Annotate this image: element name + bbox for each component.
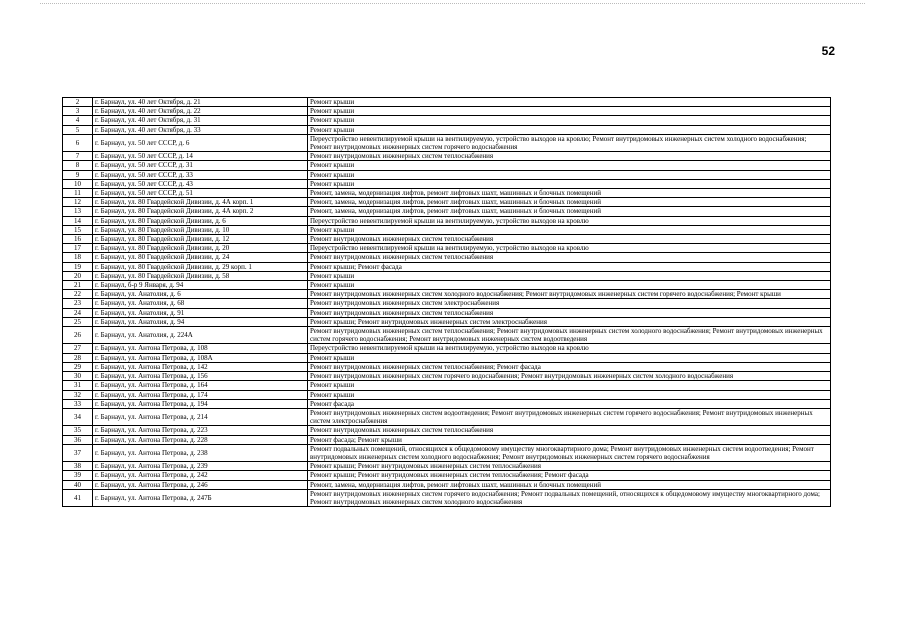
row-work-type: Ремонт крыши — [308, 381, 831, 390]
row-address: г. Барнаул, ул. 40 лет Октября, д. 31 — [93, 116, 308, 125]
repair-works-table — [62, 97, 831, 507]
row-work-type: Ремонт внутридомовых инженерных систем теплоснабжения; Ремонт внутридомовых инженерных систем холодного водоснабжения; Ремонт внутридомовых инженерных систем горячего водоснабжения; Ремонт внутридомовых инженерных систем водоотведения — [308, 327, 831, 344]
row-number: 13 — [63, 207, 93, 216]
row-work-type: Ремонт внутридомовых инженерных систем горячего водоснабжения; Ремонт подвальных помещений, относящихся к общедомовому имуществу многоквартирного дома; Ремонт внутридомовых инженерных систем холодного водоснабжения — [308, 489, 831, 506]
row-number: 40 — [63, 480, 93, 489]
row-work-type: Ремонт крыши — [308, 107, 831, 116]
row-address: г. Барнаул, ул. Антона Петрова, д. 223 — [93, 426, 308, 435]
row-work-type: Ремонт крыши — [308, 390, 831, 399]
row-number: 30 — [63, 372, 93, 381]
row-work-type: Ремонт, замена, модернизация лифтов, ремонт лифтовых шахт, машинных и блочных помещений — [308, 189, 831, 198]
row-number: 25 — [63, 317, 93, 326]
table-row — [63, 489, 831, 506]
row-work-type: Ремонт крыши — [308, 161, 831, 170]
table-row — [63, 125, 831, 134]
row-address: г. Барнаул, ул. 50 лет СССР, д. 14 — [93, 152, 308, 161]
row-work-type: Ремонт, замена, модернизация лифтов, ремонт лифтовых шахт, машинных и блочных помещений — [308, 480, 831, 489]
row-work-type: Ремонт крыши; Ремонт фасада — [308, 262, 831, 271]
row-number: 18 — [63, 253, 93, 262]
row-address: г. Барнаул, ул. Анатолия, д. 224А — [93, 327, 308, 344]
row-address: г. Барнаул, ул. 50 лет СССР, д. 6 — [93, 134, 308, 151]
row-address: г. Барнаул, ул. 80 Гвардейской Дивизии, д. 12 — [93, 235, 308, 244]
table-row — [63, 308, 831, 317]
row-number: 33 — [63, 399, 93, 408]
table-row — [63, 253, 831, 262]
row-work-type: Ремонт крыши; Ремонт внутридомовых инженерных систем электроснабжения — [308, 317, 831, 326]
row-address: г. Барнаул, ул. Антона Петрова, д. 239 — [93, 462, 308, 471]
row-number: 35 — [63, 426, 93, 435]
row-address: г. Барнаул, ул. Антона Петрова, д. 194 — [93, 399, 308, 408]
table-row — [63, 480, 831, 489]
row-address: г. Барнаул, ул. 80 Гвардейской Дивизии, д. 4А корп. 2 — [93, 207, 308, 216]
row-address: г. Барнаул, ул. 50 лет СССР, д. 31 — [93, 161, 308, 170]
table-row — [63, 435, 831, 444]
table-row — [63, 198, 831, 207]
row-work-type: Ремонт внутридомовых инженерных систем горячего водоснабжения; Ремонт внутридомовых инженерных систем холодного водоснабжения — [308, 372, 831, 381]
row-number: 2 — [63, 98, 93, 107]
row-number: 6 — [63, 134, 93, 151]
table-row — [63, 262, 831, 271]
table-row — [63, 116, 831, 125]
row-address: г. Барнаул, ул. 80 Гвардейской Дивизии, д. 20 — [93, 244, 308, 253]
row-work-type: Ремонт, замена, модернизация лифтов, ремонт лифтовых шахт, машинных и блочных помещений — [308, 207, 831, 216]
row-address: г. Барнаул, ул. Анатолия, д. 94 — [93, 317, 308, 326]
row-number: 29 — [63, 362, 93, 371]
row-address: г. Барнаул, ул. Антона Петрова, д. 238 — [93, 444, 308, 461]
table-row — [63, 462, 831, 471]
table-row — [63, 327, 831, 344]
row-number: 14 — [63, 216, 93, 225]
row-address: г. Барнаул, ул. 80 Гвардейской Дивизии, д. 58 — [93, 271, 308, 280]
row-address: г. Барнаул, ул. 80 Гвардейской Дивизии, д. 29 корп. 1 — [93, 262, 308, 271]
row-work-type: Ремонт крыши — [308, 98, 831, 107]
row-number: 17 — [63, 244, 93, 253]
row-work-type: Ремонт крыши; Ремонт внутридомовых инженерных систем теплоснабжения; Ремонт фасада — [308, 471, 831, 480]
row-number: 7 — [63, 152, 93, 161]
row-work-type: Ремонт крыши — [308, 179, 831, 188]
table-row — [63, 235, 831, 244]
row-number: 12 — [63, 198, 93, 207]
row-address: г. Барнаул, ул. 50 лет СССР, д. 51 — [93, 189, 308, 198]
row-work-type: Переустройство невентилируемой крыши на вентилируемую, устройство выходов на кровлю — [308, 216, 831, 225]
row-address: г. Барнаул, ул. Антона Петрова, д. 174 — [93, 390, 308, 399]
row-address: г. Барнаул, ул. Антона Петрова, д. 164 — [93, 381, 308, 390]
row-number: 15 — [63, 225, 93, 234]
table-row — [63, 189, 831, 198]
table-row — [63, 107, 831, 116]
row-work-type: Ремонт крыши — [308, 271, 831, 280]
row-number: 41 — [63, 489, 93, 506]
table-row — [63, 372, 831, 381]
row-work-type: Ремонт внутридомовых инженерных систем электроснабжения — [308, 299, 831, 308]
row-work-type: Ремонт крыши — [308, 281, 831, 290]
row-work-type: Ремонт внутридомовых инженерных систем теплоснабжения — [308, 308, 831, 317]
table-row — [63, 381, 831, 390]
row-address: г. Барнаул, ул. 80 Гвардейской Дивизии, д. 6 — [93, 216, 308, 225]
table-row — [63, 390, 831, 399]
row-work-type: Ремонт внутридомовых инженерных систем теплоснабжения; Ремонт фасада — [308, 362, 831, 371]
table-row — [63, 353, 831, 362]
row-number: 19 — [63, 262, 93, 271]
row-address: г. Барнаул, ул. Анатолия, д. 91 — [93, 308, 308, 317]
row-address: г. Барнаул, ул. 40 лет Октября, д. 22 — [93, 107, 308, 116]
row-number: 31 — [63, 381, 93, 390]
table-row — [63, 408, 831, 425]
row-number: 9 — [63, 170, 93, 179]
table-row — [63, 362, 831, 371]
row-number: 21 — [63, 281, 93, 290]
row-address: г. Барнаул, ул. Антона Петрова, д. 228 — [93, 435, 308, 444]
row-work-type: Переустройство невентилируемой крыши на вентилируемую, устройство выходов на кровлю — [308, 344, 831, 353]
row-work-type: Ремонт подвальных помещений, относящихся к общедомовому имуществу многоквартирного дома; Ремонт внутридомовых инженерных систем водоотведения; Ремонт внутридомовых инженерных систем холодного водоснабжения; Ремонт внутридомовых инженерных систем горячего водоснабжения — [308, 444, 831, 461]
row-address: г. Барнаул, ул. Антона Петрова, д. 214 — [93, 408, 308, 425]
row-number: 8 — [63, 161, 93, 170]
row-address: г. Барнаул, ул. 50 лет СССР, д. 43 — [93, 179, 308, 188]
row-work-type: Ремонт крыши — [308, 170, 831, 179]
row-work-type: Ремонт внутридомовых инженерных систем холодного водоснабжения; Ремонт внутридомовых инженерных систем горячего водоснабжения; Ремонт крыши — [308, 290, 831, 299]
page-number: 52 — [821, 44, 835, 58]
row-number: 23 — [63, 299, 93, 308]
table-row — [63, 152, 831, 161]
scan-artifact-line — [40, 3, 865, 5]
table-row — [63, 281, 831, 290]
table-row — [63, 98, 831, 107]
row-work-type: Переустройство невентилируемой крыши на вентилируемую, устройство выходов на кровлю — [308, 244, 831, 253]
row-work-type: Ремонт фасада; Ремонт крыши — [308, 435, 831, 444]
row-address: г. Барнаул, ул. 80 Гвардейской Дивизии, д. 4А корп. 1 — [93, 198, 308, 207]
table-row — [63, 399, 831, 408]
row-address: г. Барнаул, ул. 80 Гвардейской Дивизии, д. 10 — [93, 225, 308, 234]
row-address: г. Барнаул, ул. Антона Петрова, д. 247Б — [93, 489, 308, 506]
table-row — [63, 444, 831, 461]
row-address: г. Барнаул, ул. Антона Петрова, д. 246 — [93, 480, 308, 489]
row-work-type: Ремонт крыши — [308, 116, 831, 125]
row-address: г. Барнаул, ул. Антона Петрова, д. 142 — [93, 362, 308, 371]
row-work-type: Ремонт внутридомовых инженерных систем теплоснабжения — [308, 152, 831, 161]
row-number: 34 — [63, 408, 93, 425]
table-row — [63, 271, 831, 280]
row-work-type: Ремонт крыши; Ремонт внутридомовых инженерных систем теплоснабжения — [308, 462, 831, 471]
row-number: 32 — [63, 390, 93, 399]
row-number: 5 — [63, 125, 93, 134]
table-row — [63, 290, 831, 299]
table-row — [63, 299, 831, 308]
row-address: г. Барнаул, ул. Анатолия, д. 6 — [93, 290, 308, 299]
row-address: г. Барнаул, ул. Антона Петрова, д. 242 — [93, 471, 308, 480]
row-address: г. Барнаул, ул. 40 лет Октября, д. 21 — [93, 98, 308, 107]
row-address: г. Барнаул, б-р 9 Января, д. 94 — [93, 281, 308, 290]
row-number: 24 — [63, 308, 93, 317]
table-row — [63, 161, 831, 170]
row-number: 20 — [63, 271, 93, 280]
table-row — [63, 344, 831, 353]
table-row — [63, 317, 831, 326]
table-row — [63, 170, 831, 179]
row-address: г. Барнаул, ул. 80 Гвардейской Дивизии, д. 24 — [93, 253, 308, 262]
table-row — [63, 216, 831, 225]
row-number: 37 — [63, 444, 93, 461]
table-row — [63, 134, 831, 151]
row-number: 10 — [63, 179, 93, 188]
row-number: 22 — [63, 290, 93, 299]
row-work-type: Ремонт внутридомовых инженерных систем водоотведения; Ремонт внутридомовых инженерных систем горячего водоснабжения; Ремонт внутридомовых инженерных систем электроснабжения — [308, 408, 831, 425]
row-work-type: Ремонт крыши — [308, 125, 831, 134]
row-work-type: Ремонт, замена, модернизация лифтов, ремонт лифтовых шахт, машинных и блочных помещений — [308, 198, 831, 207]
table-row — [63, 426, 831, 435]
row-work-type: Ремонт внутридомовых инженерных систем теплоснабжения — [308, 426, 831, 435]
table-row — [63, 471, 831, 480]
row-number: 36 — [63, 435, 93, 444]
row-number: 27 — [63, 344, 93, 353]
row-number: 3 — [63, 107, 93, 116]
table-row — [63, 179, 831, 188]
row-work-type: Переустройство невентилируемой крыши на вентилируемую, устройство выходов на кровлю; Ремонт внутридомовых инженерных систем холодного водоснабжения; Ремонт внутридомовых инженерных систем горячего водоснабжения — [308, 134, 831, 151]
table-body — [63, 98, 831, 507]
row-number: 28 — [63, 353, 93, 362]
table-row — [63, 244, 831, 253]
row-address: г. Барнаул, ул. Антона Петрова, д. 156 — [93, 372, 308, 381]
row-number: 38 — [63, 462, 93, 471]
row-number: 16 — [63, 235, 93, 244]
row-address: г. Барнаул, ул. Антона Петрова, д. 108 — [93, 344, 308, 353]
row-number: 11 — [63, 189, 93, 198]
row-address: г. Барнаул, ул. Анатолия, д. 68 — [93, 299, 308, 308]
table-row — [63, 207, 831, 216]
row-address: г. Барнаул, ул. Антона Петрова, д. 108А — [93, 353, 308, 362]
row-number: 4 — [63, 116, 93, 125]
row-work-type: Ремонт крыши — [308, 353, 831, 362]
table-row — [63, 225, 831, 234]
row-work-type: Ремонт фасада — [308, 399, 831, 408]
row-number: 39 — [63, 471, 93, 480]
row-number: 26 — [63, 327, 93, 344]
row-work-type: Ремонт крыши — [308, 225, 831, 234]
row-address: г. Барнаул, ул. 40 лет Октября, д. 33 — [93, 125, 308, 134]
row-work-type: Ремонт внутридомовых инженерных систем теплоснабжения — [308, 253, 831, 262]
row-work-type: Ремонт внутридомовых инженерных систем теплоснабжения — [308, 235, 831, 244]
row-address: г. Барнаул, ул. 50 лет СССР, д. 33 — [93, 170, 308, 179]
